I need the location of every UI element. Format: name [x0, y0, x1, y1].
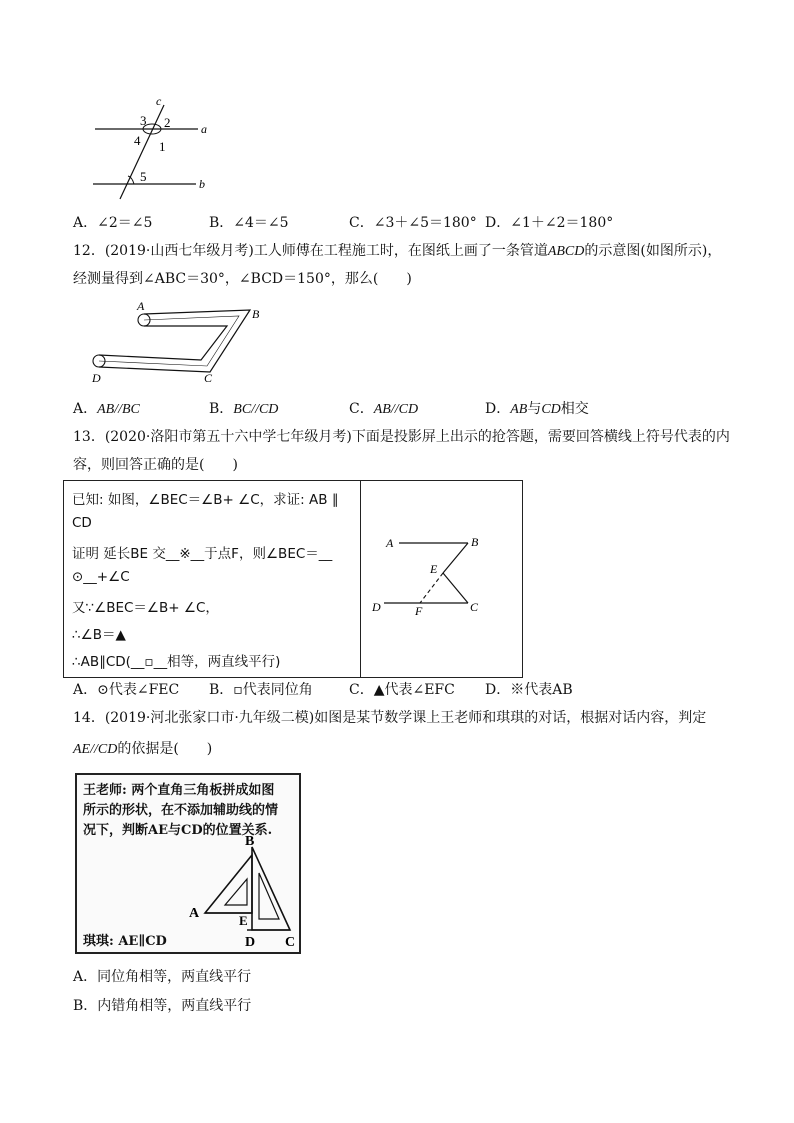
q11-figure	[90, 95, 220, 205]
q14-triangle-right-inner	[259, 873, 279, 919]
q11-label-b: b	[199, 177, 205, 191]
q11-label-2: 2	[164, 115, 171, 130]
q13-label-f: F	[415, 604, 423, 618]
q13-label-a: A	[386, 536, 394, 550]
q12-label-c: C	[204, 371, 213, 385]
q11-label-3: 3	[140, 113, 147, 128]
q14-option-a[interactable]: A．同位角相等，两直线平行	[73, 969, 252, 985]
q13-line-ec	[443, 573, 468, 603]
q12-stem-text: 12．(2019·山西七年级月考)工人师傅在工程施工时，在图纸上画了一条管道	[73, 243, 548, 259]
q14-label-e: E	[239, 913, 248, 928]
q14-triangle-right	[252, 847, 290, 930]
q14-stem-line2	[73, 738, 212, 758]
q12-label-a: A	[137, 299, 145, 313]
q13-option-a[interactable]: A．⊙代表∠FEC	[73, 682, 180, 698]
q13-proof-line: 又∵∠BEC＝∠B+ ∠C，	[72, 600, 219, 616]
q12-option-d-prefix: D．	[485, 401, 511, 417]
q14-figure	[177, 835, 299, 950]
q13-stem-line1: 13．(2020·洛阳市第五十六中学七年级月考)下面是投影屏上出示的抢答题，需要回答横线上符号代表的内	[73, 429, 730, 445]
q12-option-d-mid: 与	[527, 401, 542, 417]
q14-label-c: C	[285, 935, 296, 950]
q12-stem-line2: 经测量得到∠ABC＝30°，∠BCD＝150°，那么( )	[73, 271, 412, 287]
q11-label-5: 5	[140, 169, 147, 184]
q12-stem-line1	[73, 240, 721, 260]
q11-label-c: c	[156, 95, 162, 108]
q11-option-a[interactable]: A．∠2＝∠5	[73, 215, 153, 231]
q14-triangle-left	[205, 855, 252, 913]
q13-label-b: B	[471, 535, 479, 549]
q13-proof-line: 已知: 如图，∠BEC＝∠B+ ∠C，求证: AB ∥	[72, 492, 339, 508]
q12-option-d-math2: CD	[541, 402, 561, 417]
q13-line-be	[443, 543, 468, 573]
q11-label-4: 4	[134, 133, 141, 148]
q13-label-d: D	[372, 600, 381, 614]
q13-line-ef-dashed	[420, 573, 443, 603]
q13-figure	[364, 511, 514, 621]
q12-figure	[84, 298, 274, 388]
q12-option-b-math: BC//CD	[233, 402, 279, 417]
q13-option-b[interactable]: B．▫代表同位角	[209, 682, 313, 698]
q14-triangle-left-inner	[225, 879, 247, 905]
q14-student-line: 琪琪: AE∥CD	[83, 934, 167, 949]
q14-stem-line1: 14．(2019·河北张家口市·九年级二模)如图是某节数学课上王老师和琪琪的对话，根据对话内容，判定	[73, 710, 707, 726]
q11-label-1: 1	[159, 139, 166, 154]
q14-teacher-line: 况下，判断AE与CD的位置关系.	[83, 823, 273, 838]
q12-option-d-suffix: 相交	[560, 401, 589, 417]
q13-proof-line: CD	[72, 515, 92, 531]
q13-option-d[interactable]: D．※代表AB	[485, 682, 573, 698]
q12-stem-text-end: 的示意图(如图所示)，	[584, 243, 722, 259]
q12-pipe-outline	[99, 310, 250, 372]
q14-label-b: B	[245, 835, 255, 849]
q12-option-c[interactable]	[349, 398, 418, 418]
q11-option-d[interactable]: D．∠1＋∠2＝180°	[485, 215, 614, 231]
q12-abcd: ABCD	[547, 244, 585, 259]
q14-label-d: D	[245, 935, 256, 950]
q12-label-d: D	[92, 371, 101, 385]
q13-proof-line: 证明 延长BE 交__※__于点F，则∠BEC＝__	[72, 546, 333, 562]
q13-proof-line: ⊙__+∠C	[72, 569, 130, 585]
q13-proof-line: ∴AB∥CD(__▫__相等，两直线平行)	[72, 654, 281, 670]
q12-label-b: B	[252, 307, 260, 321]
q12-option-c-math: AB//CD	[373, 402, 419, 417]
q12-option-b[interactable]	[209, 398, 278, 418]
q12-option-c-prefix: C．	[349, 401, 374, 417]
q14-label-a: A	[189, 906, 200, 921]
q13-option-c[interactable]: C．▲代表∠EFC	[349, 682, 455, 698]
q14-teacher-line: 所示的形状，在不添加辅助线的情	[83, 803, 279, 818]
q14-stem-rest: 的依据是( )	[117, 741, 213, 757]
q13-proof-line: ∴∠B＝▲	[72, 627, 126, 643]
q13-stem-line2: 容，则回答正确的是( )	[73, 457, 238, 473]
q12-option-a-prefix: A．	[73, 401, 98, 417]
q12-option-a[interactable]	[73, 398, 140, 418]
q14-ae-cd: AE//CD	[73, 742, 118, 757]
q14-option-b[interactable]: B．内错角相等，两直线平行	[73, 998, 252, 1014]
q11-option-b[interactable]: B．∠4＝∠5	[209, 215, 289, 231]
q13-projection-box	[63, 480, 523, 678]
q12-option-b-prefix: B．	[209, 401, 234, 417]
q14-dialog-picture	[75, 773, 301, 954]
q12-option-d[interactable]	[485, 398, 589, 418]
q13-label-c: C	[470, 600, 479, 614]
q12-option-a-math: AB//BC	[97, 402, 140, 417]
q12-option-d-math: AB	[510, 402, 528, 417]
q11-label-a: a	[201, 122, 207, 136]
q13-label-e: E	[430, 562, 438, 576]
q11-option-c[interactable]: C．∠3＋∠5＝180°	[349, 215, 477, 231]
q14-teacher-line: 王老师: 两个直角三角板拼成如图	[83, 783, 275, 798]
q13-proof-panel	[64, 481, 361, 677]
